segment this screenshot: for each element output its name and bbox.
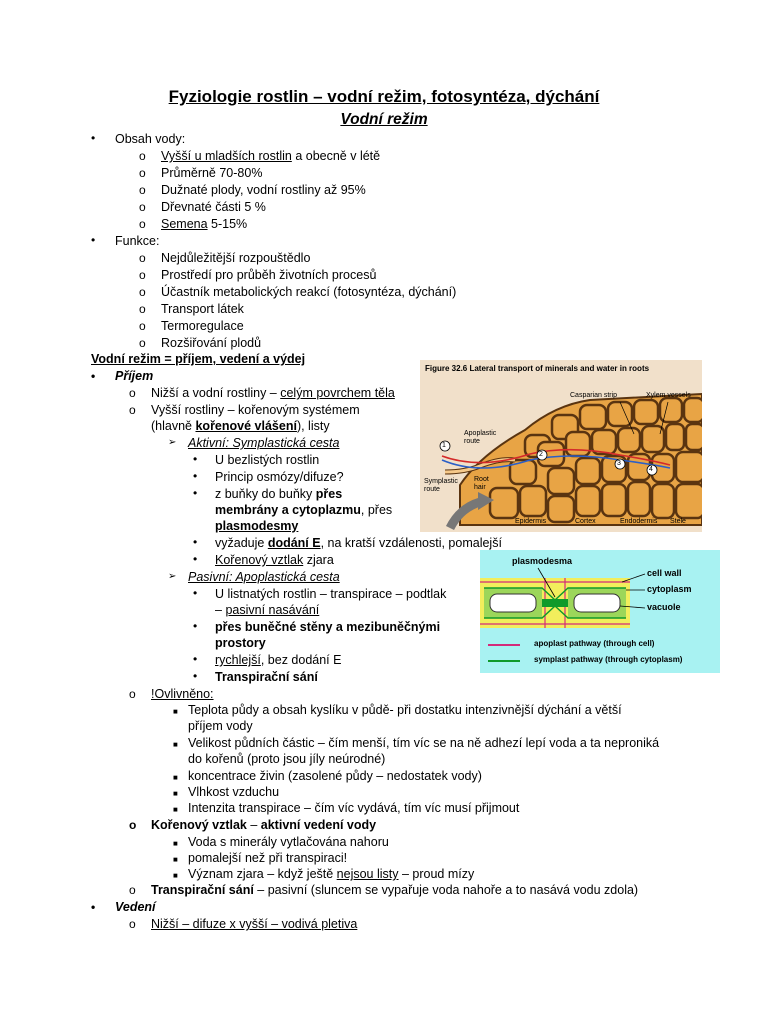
- bullet-disc: •: [193, 469, 198, 483]
- bullet-circle: o: [139, 217, 146, 231]
- list-item-text: rychlejší: [215, 653, 261, 667]
- list-item: Průměrně 70-80%: [161, 166, 263, 180]
- bullet-circle: o: [139, 149, 146, 163]
- bullet-square: ■: [173, 773, 178, 782]
- list-item: Dřevnaté části 5 %: [161, 200, 266, 214]
- bullet-disc: •: [91, 900, 96, 914]
- plasmodesma-figure: [480, 550, 720, 673]
- list-item: [161, 149, 380, 164]
- bullet-circle: o: [139, 251, 146, 265]
- list-item: Teplota půdy a obsah kyslíku v půdě- při dostatku intenzivnější dýchání a větší: [188, 703, 622, 717]
- bullet-square: ■: [173, 789, 178, 798]
- figure-legend: symplast pathway (through cytoplasm): [534, 655, 683, 664]
- list-item-text: celým povrchem těla: [280, 386, 395, 400]
- figure-label: Apoplastic route: [464, 430, 497, 445]
- list-item: Transport látek: [161, 302, 244, 316]
- list-item-text: dodání E: [267, 536, 321, 550]
- figure-number: 1: [442, 442, 446, 449]
- list-item-text: pasivní nasávání: [225, 603, 320, 617]
- bullet-circle: o: [129, 687, 136, 701]
- list-item: Princip osmózy/difuze?: [215, 470, 344, 484]
- bullet-circle: o: [129, 386, 136, 400]
- list-item: Nejdůležitější rozpouštědlo: [161, 251, 311, 265]
- bullet-circle: o: [139, 200, 146, 214]
- figure-label: Epidermis: [515, 518, 547, 525]
- figure-label: Stele: [670, 518, 686, 525]
- figure-label: cytoplasm: [647, 584, 692, 594]
- list-item: Intenzita transpirace – čím víc vydává, tím víc musí přijmout: [188, 801, 520, 815]
- figure-number: 3: [617, 460, 621, 467]
- bullet-circle: o: [139, 302, 146, 316]
- list-item: Nižší – difuze x vyšší – vodivá pletiva: [151, 917, 358, 931]
- list-item-text: ), listy: [296, 419, 330, 433]
- bullet-disc: •: [193, 486, 198, 500]
- figure-label: vacuole: [647, 602, 681, 612]
- list-item: Velikost půdních částic – čím menší, tím víc se na ně adhezí lepí voda a ta neproniká: [188, 736, 660, 750]
- figure-label: Xylem vessels: [646, 392, 691, 399]
- figure-title: Figure 32.6 Lateral transport of minerals and water in roots: [425, 364, 650, 373]
- list-item: [215, 503, 392, 518]
- bullet-arrow: ➢: [168, 571, 177, 582]
- list-item-text: z buňky do buňky: [215, 487, 316, 501]
- list-item-text: Transpirační sání: [151, 883, 254, 897]
- root-transport-figure: [420, 360, 702, 532]
- list-item: Vyšší rostliny – kořenovým systémem: [151, 403, 360, 417]
- list-item-text: zjara: [303, 553, 334, 567]
- list-item-text: a obecně v létě: [291, 149, 381, 163]
- bullet-circle: o: [139, 285, 146, 299]
- list-item: Vlhkost vzduchu: [188, 785, 280, 799]
- bullet-disc: •: [91, 369, 96, 383]
- figure-legend: apoplast pathway (through cell): [534, 639, 655, 648]
- figure-label: plasmodesma: [512, 556, 573, 566]
- figure-label: Symplastic route: [424, 478, 458, 493]
- list-item-text: Kořenový vztlak: [215, 553, 304, 567]
- list-item: Účastník metabolických reakcí (fotosyntéza, dýchání): [161, 285, 457, 299]
- list-item: Funkce:: [115, 234, 160, 248]
- figure-label: cell wall: [647, 568, 682, 578]
- list-item: !Ovlivněno:: [151, 687, 214, 701]
- bullet-square: ■: [173, 871, 178, 880]
- bullet-disc: •: [193, 452, 198, 466]
- list-item-text: 5-15%: [207, 217, 248, 231]
- list-item-text: Semena: [161, 217, 208, 231]
- bullet-circle: o: [139, 319, 146, 333]
- list-item: plasmodesmy: [215, 519, 299, 533]
- bullet-square: ■: [173, 707, 178, 716]
- figure-label: Root hair: [474, 476, 489, 491]
- bullet-circle: o: [129, 883, 136, 897]
- bullet-circle: o: [139, 336, 146, 350]
- figure-label: Casparian strip: [570, 392, 618, 399]
- list-item-text: aktivní vedení vody: [260, 818, 377, 832]
- bullet-circle: o: [139, 183, 146, 197]
- list-item: prostory: [215, 636, 266, 650]
- list-item: Termoregulace: [161, 319, 244, 333]
- list-item: [161, 217, 247, 232]
- bullet-square: ■: [173, 740, 178, 749]
- list-item-text: Význam zjara – když ještě: [188, 867, 337, 881]
- list-item-text: membrány a cytoplazmu: [215, 503, 361, 517]
- figure-number: 4: [649, 466, 653, 473]
- list-item-text: přes: [315, 487, 343, 501]
- list-item-text: , přes: [360, 503, 393, 517]
- list-item-text: vyžaduje: [215, 536, 268, 550]
- list-item: [151, 883, 638, 898]
- page-title: Fyziologie rostlin – vodní režim, fotosyntéza, dýchání: [168, 87, 600, 106]
- bullet-circle: o: [129, 818, 137, 832]
- list-item: do kořenů (proto jsou jíly neúrodné): [188, 752, 386, 766]
- bullet-circle: o: [129, 403, 136, 417]
- list-item: Voda s minerály vytlačována nahoru: [188, 835, 389, 849]
- figure-label: Cortex: [575, 518, 596, 525]
- list-item: [188, 867, 474, 882]
- bullet-disc: •: [193, 669, 198, 683]
- list-item: [151, 818, 376, 833]
- list-item-text: , na kratší vzdálenosti, pomalejší: [320, 536, 502, 550]
- bullet-disc: •: [193, 619, 198, 633]
- bullet-disc: •: [193, 552, 198, 566]
- bullet-square: ■: [173, 805, 178, 814]
- section-title: Vodní režim: [340, 111, 428, 128]
- bullet-disc: •: [193, 652, 198, 666]
- list-item: [215, 553, 334, 568]
- figure-label: Endodermis: [620, 518, 658, 525]
- list-item: Pasivní: Apoplastická cesta: [188, 570, 340, 584]
- list-item-text: –: [215, 603, 226, 617]
- list-item: Vedení: [115, 900, 156, 914]
- bullet-circle: o: [139, 166, 146, 180]
- list-item: koncentrace živin (zasolené půdy – nedostatek vody): [188, 769, 482, 783]
- list-item: U listnatých rostlin – transpirace – podtlak: [215, 587, 447, 601]
- list-item: Dužnaté plody, vodní rostliny až 95%: [161, 183, 366, 197]
- list-item: Příjem: [115, 369, 154, 383]
- list-item-text: kořenové vlášení: [195, 419, 297, 433]
- list-item: [215, 603, 319, 618]
- list-item-text: , bez dodání E: [260, 653, 342, 667]
- bullet-arrow: ➢: [168, 437, 177, 448]
- list-item: Prostředí pro průběh životních procesů: [161, 268, 377, 282]
- list-item-text: – pasivní (sluncem se vypařuje voda nahoře a to nasává vodu zdola): [253, 883, 639, 897]
- list-item-text: Vyšší u mladších rostlin: [161, 149, 292, 163]
- list-item-text: – proud mízy: [398, 867, 475, 881]
- bullet-disc: •: [193, 535, 198, 549]
- list-item: příjem vody: [188, 719, 253, 733]
- list-item-text: –: [246, 818, 261, 832]
- section-heading: Vodní režim = příjem, vedení a výdej: [91, 352, 306, 366]
- list-item: [215, 536, 502, 551]
- list-item-text: Nižší a vodní rostliny –: [151, 386, 281, 400]
- bullet-disc: •: [193, 586, 198, 600]
- list-item: přes buněčné stěny a mezibuněčnými: [215, 620, 441, 634]
- bullet-circle: o: [129, 917, 136, 931]
- list-item-text: nejsou listy: [336, 867, 399, 881]
- list-item: [151, 386, 395, 401]
- list-item: Aktivní: Symplastická cesta: [188, 436, 340, 450]
- list-item: [151, 419, 330, 434]
- bullet-disc: •: [91, 131, 96, 145]
- bullet-square: ■: [173, 839, 178, 848]
- list-item-text: Kořenový vztlak: [151, 818, 247, 832]
- list-item: pomalejší než při transpiraci!: [188, 851, 348, 865]
- bullet-disc: •: [91, 233, 96, 247]
- bullet-square: ■: [173, 855, 178, 864]
- root-transport-drawing: [420, 360, 702, 532]
- list-item: Rozšiřování plodů: [161, 336, 262, 350]
- figure-number: 2: [539, 451, 543, 458]
- list-item: [215, 653, 341, 668]
- bullet-circle: o: [139, 268, 146, 282]
- list-item: [215, 487, 342, 502]
- list-item: Transpirační sání: [215, 670, 318, 684]
- list-item-text: (hlavně: [151, 419, 196, 433]
- list-item: Obsah vody:: [115, 132, 186, 146]
- list-item: U bezlistých rostlin: [215, 453, 320, 467]
